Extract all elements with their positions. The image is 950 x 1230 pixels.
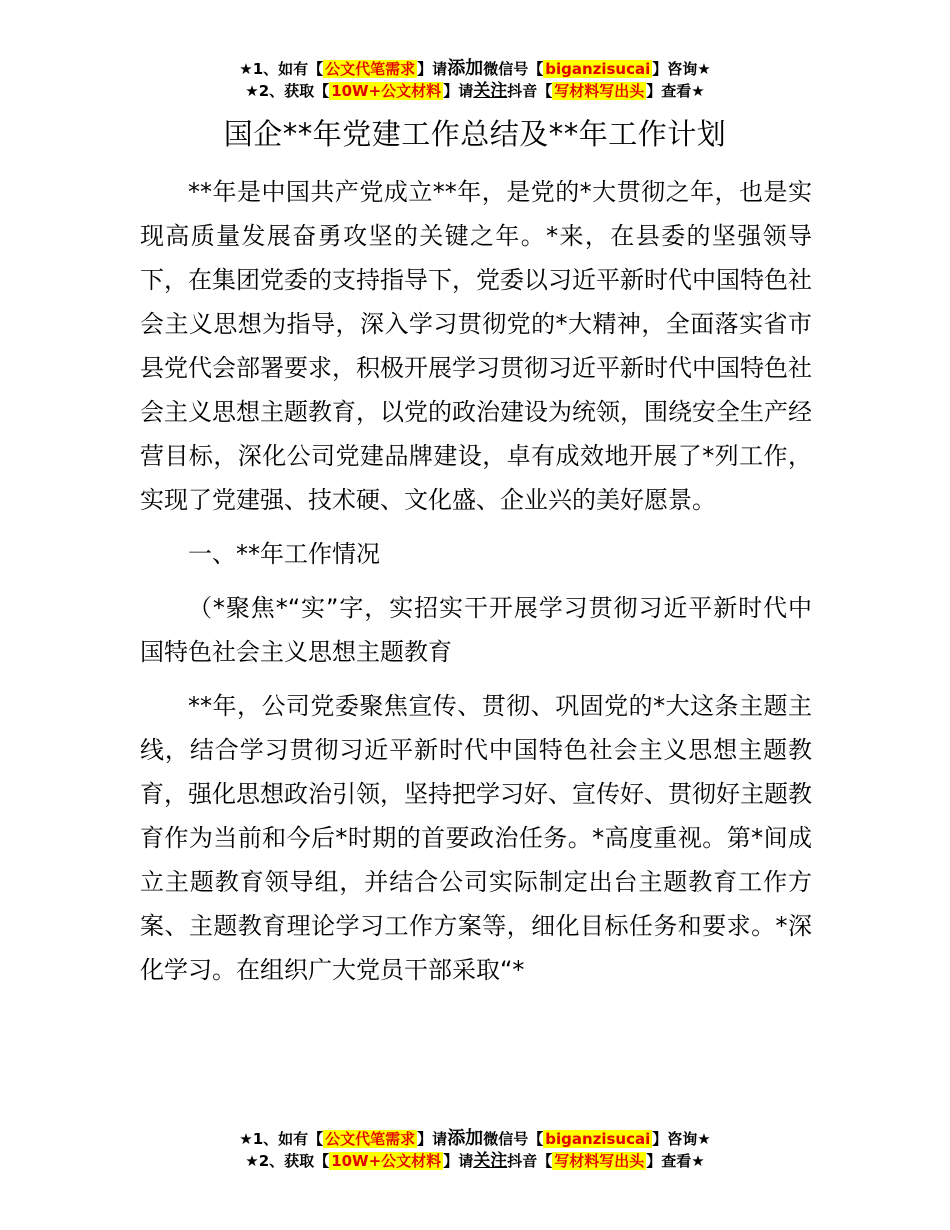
banner-text: 】咨询★ <box>652 1130 711 1148</box>
banner-text: ★2、获取【 <box>245 82 330 100</box>
banner-text: ★2、获取【 <box>245 1152 330 1170</box>
banner-highlight: 10W+公文材料 <box>331 1152 442 1170</box>
banner-douyin-id: 写材料写出头 <box>554 1152 645 1170</box>
banner-text: 】请 <box>443 1152 474 1170</box>
banner-text: 抖音【 <box>507 1152 553 1170</box>
banner-line-1 <box>0 58 950 80</box>
footer-banner <box>0 1128 950 1172</box>
banner-text: 】请 <box>417 60 448 78</box>
banner-text: ★1、如有【 <box>239 60 324 78</box>
banner-line-2 <box>0 80 950 102</box>
banner-highlight: 10W+公文材料 <box>331 82 442 100</box>
banner-emphasis: 关注 <box>473 81 508 101</box>
banner-text: ★1、如有【 <box>239 1130 324 1148</box>
banner-wechat-id: biganzisucai <box>545 60 651 78</box>
section-heading: 一、**年工作情况 <box>188 540 380 568</box>
banner-emphasis: 添加 <box>447 1128 484 1149</box>
banner-douyin-id: 写材料写出头 <box>554 82 645 100</box>
banner-emphasis: 添加 <box>447 58 484 79</box>
banner-wechat-id: biganzisucai <box>545 1130 651 1148</box>
paragraph: **年是中国共产党成立**年，是党的*大贯彻之年，也是实现高质量发展奋勇攻坚的关键之年。*来，在县委的坚强领导下，在集团党委的支持指导下，党委以习近平新时代中国特色社会主义思想为指导，深入学习贯彻党的*大精神，全面落实省市县党代会部署要求，积极开展学习贯彻习近平新时代中国特色社会主义思想主题教育，以党的政治建设为统领，围绕安全生产经营目标，深化公司党建品牌建设，卓有成效地开展了*列工作，实现了党建强、技术硬、文化盛、企业兴的美好愿景。 <box>140 178 812 514</box>
banner-highlight: 公文代笔需求 <box>325 1130 416 1148</box>
document-title: 国企**年党建工作总结及**年工作计划 <box>223 117 727 151</box>
banner-text: 微信号【 <box>483 1130 544 1148</box>
banner-emphasis: 关注 <box>473 1151 508 1171</box>
banner-text: 】咨询★ <box>652 60 711 78</box>
banner-text: 抖音【 <box>507 82 553 100</box>
banner-text: 】请 <box>417 1130 448 1148</box>
banner-text: 】请 <box>443 82 474 100</box>
banner-line-1 <box>0 1128 950 1150</box>
banner-text: 】查看★ <box>646 1152 705 1170</box>
banner-highlight: 公文代笔需求 <box>325 60 416 78</box>
banner-text: 】查看★ <box>646 82 705 100</box>
paragraph: **年，公司党委聚焦宣传、贯彻、巩固党的*大这条主题主线，结合学习贯彻习近平新时代中国特色社会主义思想主题教育，强化思想政治引领，坚持把学习好、宣传好、贯彻好主题教育作为当前和今后*时期的首要政治任务。*高度重视。第*间成立主题教育领导组，并结合公司实际制定出台主题教育工作方案、主题教育理论学习工作方案等，细化目标任务和要求。*深化学习。在组织广大党员干部采取“* <box>140 692 812 984</box>
banner-line-2 <box>0 1150 950 1172</box>
header-banner <box>0 58 950 102</box>
subsection-heading: （*聚焦*“实”字，实招实干开展学习贯彻习近平新时代中国特色社会主义思想主题教育 <box>140 594 812 666</box>
banner-text: 微信号【 <box>483 60 544 78</box>
document-body <box>140 170 812 992</box>
